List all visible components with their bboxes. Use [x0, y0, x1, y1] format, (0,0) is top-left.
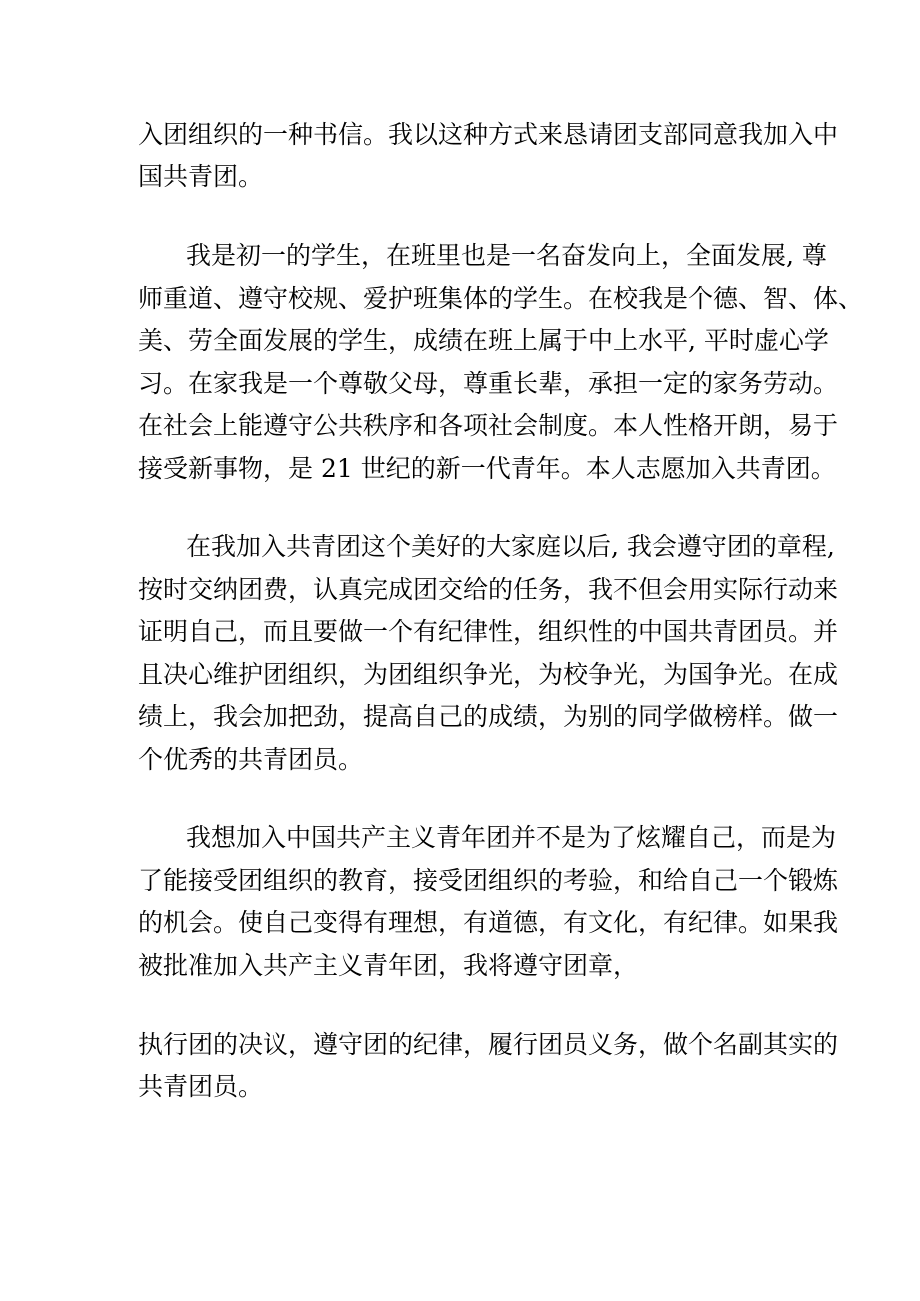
paragraph-4-line-2: 了能接受团组织的教育，接受团组织的考验，和给自己一个锻炼 [138, 866, 839, 895]
paragraph-5-line-1: 执行团的决议，遵守团的纪律，履行团员义务，做个名副其实的 [138, 1030, 839, 1059]
paragraph-4-line-3: 的机会。使自己变得有理想，有道德，有文化，有纪律。如果我 [138, 908, 839, 937]
paragraph-2-line-6: 接受新事物，是 21 世纪的新一代青年。本人志愿加入共青团。 [138, 454, 836, 483]
paragraph-3-line-3: 证明自己，而且要做一个有纪律性，组织性的中国共青团员。并 [138, 617, 839, 646]
paragraph-2-line-2: 师重道、遵守校规、爱护班集体的学生。在校我是个德、智、体、 [138, 284, 864, 313]
paragraph-4-line-1: 我想加入中国共产主义青年团并不是为了炫耀自己，而是为 [186, 823, 837, 852]
paragraph-1-line-2: 国共青团。 [138, 162, 264, 191]
paragraph-2-line-3: 美、劳全面发展的学生，成绩在班上属于中上水平, 平时虚心学 [138, 326, 829, 355]
paragraph-1-line-1: 入团组织的一种书信。我以这种方式来恳请团支部同意我加入中 [138, 120, 839, 149]
paragraph-3-line-1: 在我加入共青团这个美好的大家庭以后, 我会遵守团的章程, [186, 532, 835, 561]
paragraph-5-line-2: 共青团员。 [138, 1072, 264, 1101]
paragraph-3-line-4: 且决心维护团组织，为团组织争光，为校争光，为国争光。在成 [138, 660, 839, 689]
paragraph-2-line-4: 习。在家我是一个尊敬父母，尊重长辈，承担一定的家务劳动。 [138, 369, 839, 398]
paragraph-3-line-6: 个优秀的共青团员。 [138, 745, 364, 774]
paragraph-2-line-5: 在社会上能遵守公共秩序和各项社会制度。本人性格开朗，易于 [138, 411, 839, 440]
paragraph-3-line-5: 绩上，我会加把劲，提高自己的成绩，为别的同学做榜样。做一 [138, 702, 839, 731]
paragraph-4-line-4: 被批准加入共产主义青年团，我将遵守团章， [138, 951, 639, 980]
paragraph-2-line-1: 我是初一的学生，在班里也是一名奋发向上，全面发展, 尊 [186, 241, 827, 270]
paragraph-3-line-2: 按时交纳团费，认真完成团交给的任务，我不但会用实际行动来 [138, 575, 839, 604]
